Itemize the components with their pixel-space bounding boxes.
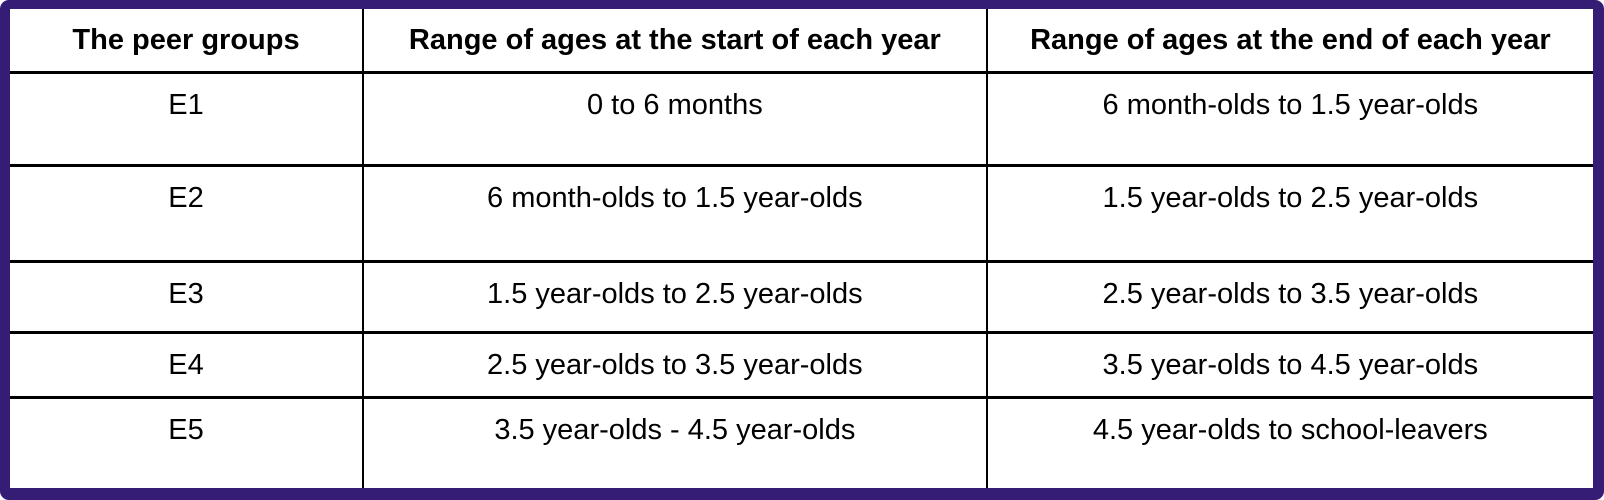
col-header-start-ages: Range of ages at the start of each year bbox=[363, 9, 987, 73]
table-row-e4 bbox=[10, 332, 1593, 397]
peer-groups-table bbox=[10, 9, 1593, 488]
header-row bbox=[10, 9, 1593, 73]
end-age-cell: 1.5 year-olds to 2.5 year-olds bbox=[987, 166, 1593, 261]
table-row-e1 bbox=[10, 73, 1593, 166]
col-header-end-ages: Range of ages at the end of each year bbox=[987, 9, 1593, 73]
start-age-cell: 6 month-olds to 1.5 year-olds bbox=[363, 166, 987, 261]
end-age-cell: 6 month-olds to 1.5 year-olds bbox=[987, 73, 1593, 166]
start-age-cell: 0 to 6 months bbox=[363, 73, 987, 166]
start-age-cell: 3.5 year-olds - 4.5 year-olds bbox=[363, 398, 987, 488]
table-row-e3 bbox=[10, 261, 1593, 332]
end-age-cell: 2.5 year-olds to 3.5 year-olds bbox=[987, 261, 1593, 332]
table-row-e2 bbox=[10, 166, 1593, 261]
end-age-cell: 3.5 year-olds to 4.5 year-olds bbox=[987, 332, 1593, 397]
start-age-cell: 1.5 year-olds to 2.5 year-olds bbox=[363, 261, 987, 332]
start-age-cell: 2.5 year-olds to 3.5 year-olds bbox=[363, 332, 987, 397]
peer-group-cell: E4 bbox=[10, 332, 363, 397]
peer-group-cell: E2 bbox=[10, 166, 363, 261]
peer-group-cell: E3 bbox=[10, 261, 363, 332]
peer-group-cell: E1 bbox=[10, 73, 363, 166]
table-row-e5 bbox=[10, 398, 1593, 488]
peer-group-cell: E5 bbox=[10, 398, 363, 488]
end-age-cell: 4.5 year-olds to school-leavers bbox=[987, 398, 1593, 488]
col-header-peer-groups: The peer groups bbox=[10, 9, 363, 73]
